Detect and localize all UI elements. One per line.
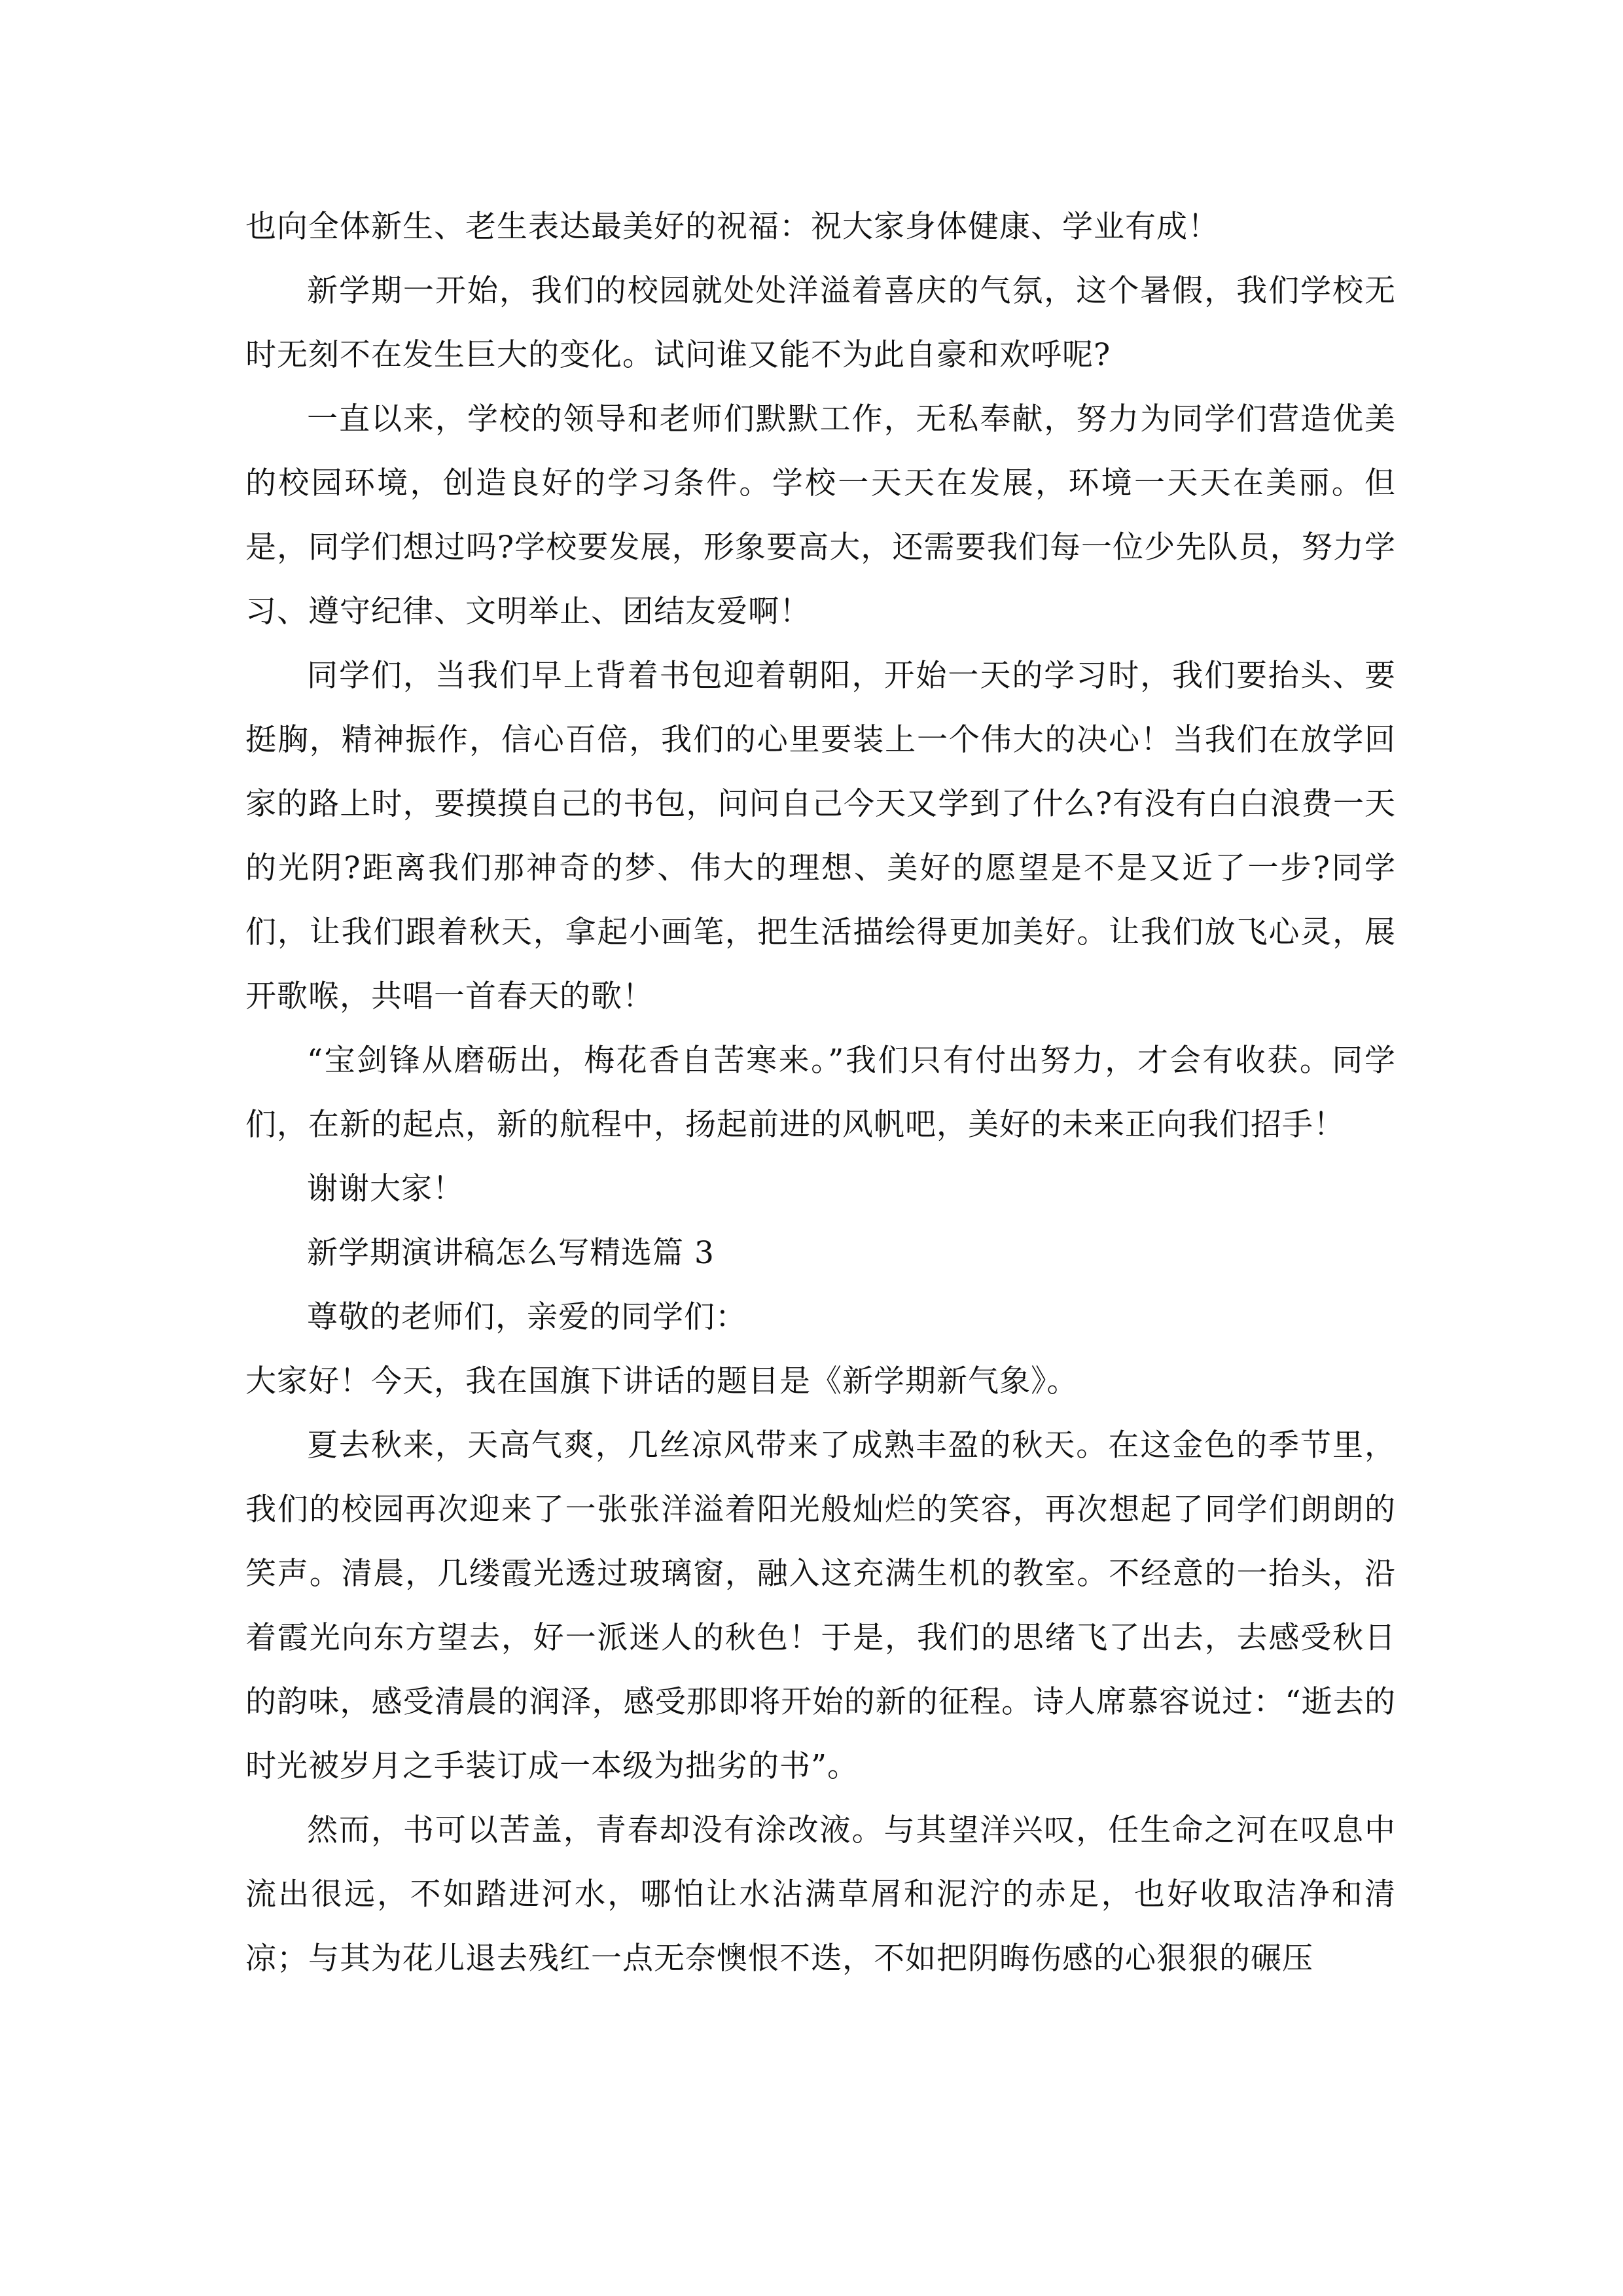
paragraph-autumn-scene: 夏去秋来，天高气爽，几丝凉风带来了成熟丰盈的秋天。在这金色的季节里，我们的校园再次迎来了一张张洋溢着阳光般灿烂的笑容，再次想起了同学们朗朗的笑声。清晨，几缕霞光透过玻璃窗，融入这充满生机的教室。不经意的一抬头，沿着霞光向东方望去，好一派迷人的秋色！于是，我们的思绪飞了出去，去感受秋日的韵味，感受清晨的润泽，感受那即将开始的新的征程。诗人席慕容说过：“逝去的时光被岁月之手装订成一本级为拙劣的书”。 xyxy=(245,1427,1396,1784)
paragraph-teachers-dedication: 一直以来，学校的领导和老师们默默工作，无私奉献，努力为同学们营造优美的校园环境，创造良好的学习条件。学校一天天在发展，环境一天天在美丽。但是，同学们想过吗?学校要发展，形象要高大，还需要我们每一位少先队员，努力学习、遵守纪律、文明举止、团结友爱啊！ xyxy=(245,401,1396,630)
paragraph-morning-resolve: 同学们，当我们早上背着书包迎着朝阳，开始一天的学习时，我们要抬头、要挺胸，精神振作，信心百倍，我们的心里要装上一个伟大的决心！当我们在放学回家的路上时，要摸摸自己的书包，问问自己今天又学到了什么?有没有白白浪费一天的光阴?距离我们那神奇的梦、伟大的理想、美好的愿望是不是又近了一步?同学们，让我们跟着秋天，拿起小画笔，把生活描绘得更加美好。让我们放飞心灵，展开歌喉，共唱一首春天的歌！ xyxy=(245,658,1396,1014)
paragraph-thanks: 谢谢大家！ xyxy=(307,1171,464,1207)
paragraph-salutation: 尊敬的老师们，亲爱的同学们： xyxy=(307,1299,747,1335)
paragraph-new-semester-start: 新学期一开始，我们的校园就处处洋溢着喜庆的气氛，这个暑假，我们学校无时无刻不在发生巨大的变化。试问谁又能不为此自豪和欢呼呢? xyxy=(245,273,1396,373)
paragraph-greeting-topic: 大家好！今天，我在国旗下讲话的题目是《新学期新气象》。 xyxy=(245,1363,1079,1399)
paragraph-youth-reflection: 然而，书可以苦盖，青春却没有涂改液。与其望洋兴叹，任生命之河在叹息中流出很远，不如踏进河水，哪怕让水沾满草屑和泥泞的赤足，也好收取洁净和清凉；与其为花儿退去残红一点无奈懊恨不迭，不如把阴晦伤感的心狠狠的碾压 xyxy=(245,1812,1396,1977)
paragraph-quote-effort: “宝剑锋从磨砺出，梅花香自苦寒来。”我们只有付出努力，才会有收获。同学们，在新的起点，新的航程中，扬起前进的风帆吧，美好的未来正向我们招手！ xyxy=(245,1043,1396,1143)
paragraph-blessing-continuation: 也向全体新生、老生表达最美好的祝福：祝大家身体健康、学业有成！ xyxy=(245,209,1219,245)
section-heading: 新学期演讲稿怎么写精选篇 3 xyxy=(307,1235,715,1271)
document-body xyxy=(245,195,1396,1991)
